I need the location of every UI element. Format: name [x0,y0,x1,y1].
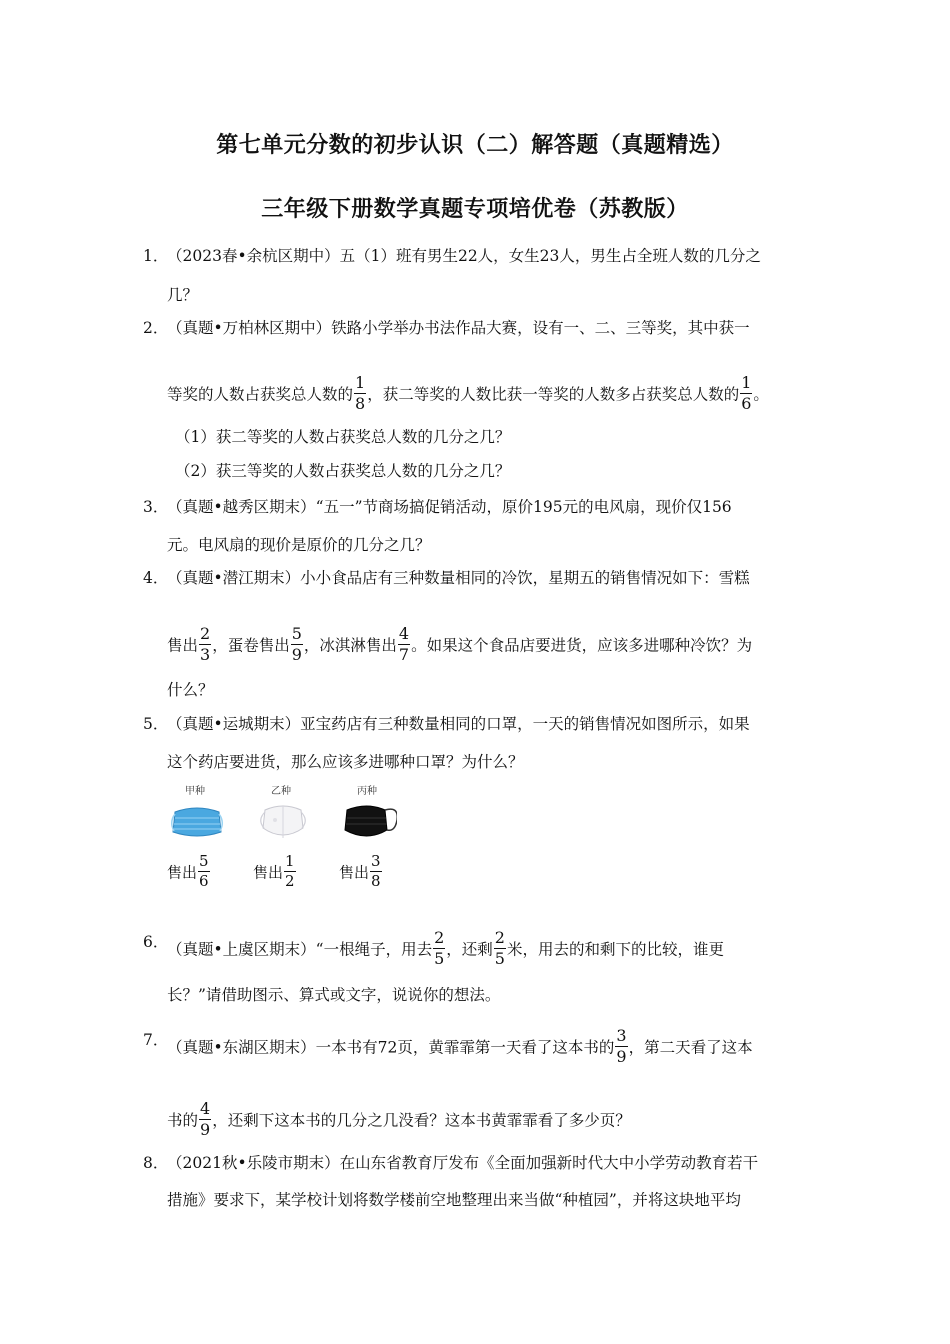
mask-jia-fraction [198,854,210,889]
q2-line2-b: ，获二等奖的人数比获一等奖的人数多占获奖总人数的 [367,385,740,404]
q7-a: （真题•东湖区期末）一本书有72页，黄霏霏第一天看了这本书的 [167,1038,615,1057]
q4-f3-den: 7 [398,645,410,664]
mask-bing-den: 8 [371,872,381,890]
q4-a: 售出 [167,636,199,655]
mask-yi-fraction [284,854,296,889]
mask-bing-fraction [370,854,382,889]
q6-b: ，还剩 [446,940,493,959]
q7-f2-den: 9 [200,1120,211,1139]
q4-line3: 什么？ [167,681,214,699]
q4-line2 [167,624,753,665]
q2-line1: （真题•万柏林区期中）铁路小学举办书法作品大赛，设有一、二、三等奖，其中获一 [167,319,750,337]
mask-yi-den: 2 [285,872,295,890]
q4-c: ，冰淇淋售出 [303,636,397,655]
q5-line2: 这个药店要进货，那么应该多进哪种口罩？为什么？ [167,753,524,771]
q7-line1 [167,1026,753,1067]
q2-frac2-num: 1 [741,373,752,392]
q7-fraction-2 [199,1101,211,1138]
q7-f1-den: 9 [616,1047,627,1066]
black-mask-icon [341,798,397,844]
q4-f1-num: 2 [200,624,211,643]
q5-number: 5． [143,715,169,733]
q6-f1-den: 5 [434,949,445,968]
mask-yi [251,782,321,902]
q2-frac1-num: 1 [355,373,366,392]
q8-line2: 措施》要求下，某学校计划将数学楼前空地整理出来当做“种植园”，并将这块地平均 [167,1191,741,1209]
q2-sub2: （2）获三等奖的人数占获奖总人数的几分之几？ [175,462,511,480]
mask-bing-num: 3 [371,852,381,870]
q4-number: 4． [143,569,169,587]
q8-line1: （2021秋•乐陵市期末）在山东省教育厅发布《全面加强新时代大中小学劳动教育若干 [167,1154,759,1172]
q6-number: 6． [143,933,169,951]
q4-fraction-2 [291,626,303,663]
title-line-1: 第七单元分数的初步认识（二）解答题（真题精选） [216,132,734,158]
q7-fraction-1 [615,1028,627,1065]
q2-fraction-1 [354,375,366,412]
mask-jia-label: 甲种 [185,786,205,797]
q7-d: ，还剩下这本书的几分之几没看？这本书黄霏霏看了多少页？ [212,1111,631,1130]
q8-number: 8． [143,1154,169,1172]
mask-yi-sold [253,852,297,891]
q4-b: ，蛋卷售出 [212,636,290,655]
blue-mask-icon [169,798,225,844]
q2-fraction-2 [740,375,752,412]
q1-number: 1． [143,247,169,265]
q2-line2 [167,373,769,414]
q6-c: 米，用去的和剩下的比较，谁更 [506,940,724,959]
q4-f3-num: 4 [398,624,410,643]
q6-line1 [167,928,724,969]
mask-jia [165,782,235,902]
q4-f1-den: 3 [200,645,211,664]
mask-yi-label: 乙种 [271,786,291,797]
mask-yi-num: 1 [285,852,295,870]
q7-c: 书的 [167,1111,199,1130]
q4-fraction-3 [398,626,410,663]
q7-f1-num: 3 [616,1026,627,1045]
title-line-2: 三年级下册数学真题专项培优卷（苏教版） [261,196,689,222]
q1-line2: 几？ [167,286,199,304]
q6-fraction-1 [433,930,445,967]
q7-f2-num: 4 [200,1099,211,1118]
mask-bing-label: 丙种 [357,786,377,797]
q6-line2: 长？”请借助图示、算式或文字，说说你的想法。 [167,986,501,1004]
q3-number: 3． [143,498,169,516]
q2-sub1: （1）获二等奖的人数占获奖总人数的几分之几？ [175,428,511,446]
q6-a: （真题•上虞区期末）“一根绳子，用去 [167,940,433,959]
q1-line1: （2023春•余杭区期中）五（1）班有男生22人，女生23人，男生占全班人数的几分之 [167,247,761,265]
mask-bing-sold-label: 售出 [339,863,370,882]
mask-yi-sold-label: 售出 [253,863,284,882]
q2-line2-a: 等奖的人数占获奖总人数的 [167,385,354,404]
q4-f2-den: 9 [291,645,302,664]
q7-number: 7． [143,1031,169,1049]
white-mask-icon [255,798,311,844]
q3-line2: 元。电风扇的现价是原价的几分之几？ [167,536,431,554]
q4-d: 。如果这个食品店要进货，应该多进哪种冷饮？为 [411,636,753,655]
mask-jia-num: 5 [199,852,209,870]
q2-number: 2． [143,319,169,337]
q2-frac2-den: 6 [741,394,752,413]
q6-fraction-2 [494,930,506,967]
mask-sales-figure [165,782,405,902]
q6-f2-num: 2 [494,928,505,947]
q7-line2 [167,1099,631,1140]
mask-jia-sold [167,852,211,891]
mask-bing [337,782,407,902]
q2-line2-c: 。 [753,385,769,404]
q4-fraction-1 [199,626,211,663]
q2-frac1-den: 8 [355,394,366,413]
mask-jia-sold-label: 售出 [167,863,198,882]
mask-jia-den: 6 [199,872,209,890]
q6-f1-num: 2 [434,928,445,947]
q4-f2-num: 5 [291,624,302,643]
mask-bing-sold [339,852,383,891]
q4-line1: （真题•潜江期末）小小食品店有三种数量相同的冷饮，星期五的销售情况如下：雪糕 [167,569,750,587]
q6-f2-den: 5 [494,949,505,968]
q7-b: ，第二天看了这本 [628,1038,753,1057]
q5-line1: （真题•运城期末）亚宝药店有三种数量相同的口罩，一天的销售情况如图所示，如果 [167,715,750,733]
q3-line1: （真题•越秀区期末）“五一”节商场搞促销活动，原价195元的电风扇，现价仅156 [167,498,732,516]
